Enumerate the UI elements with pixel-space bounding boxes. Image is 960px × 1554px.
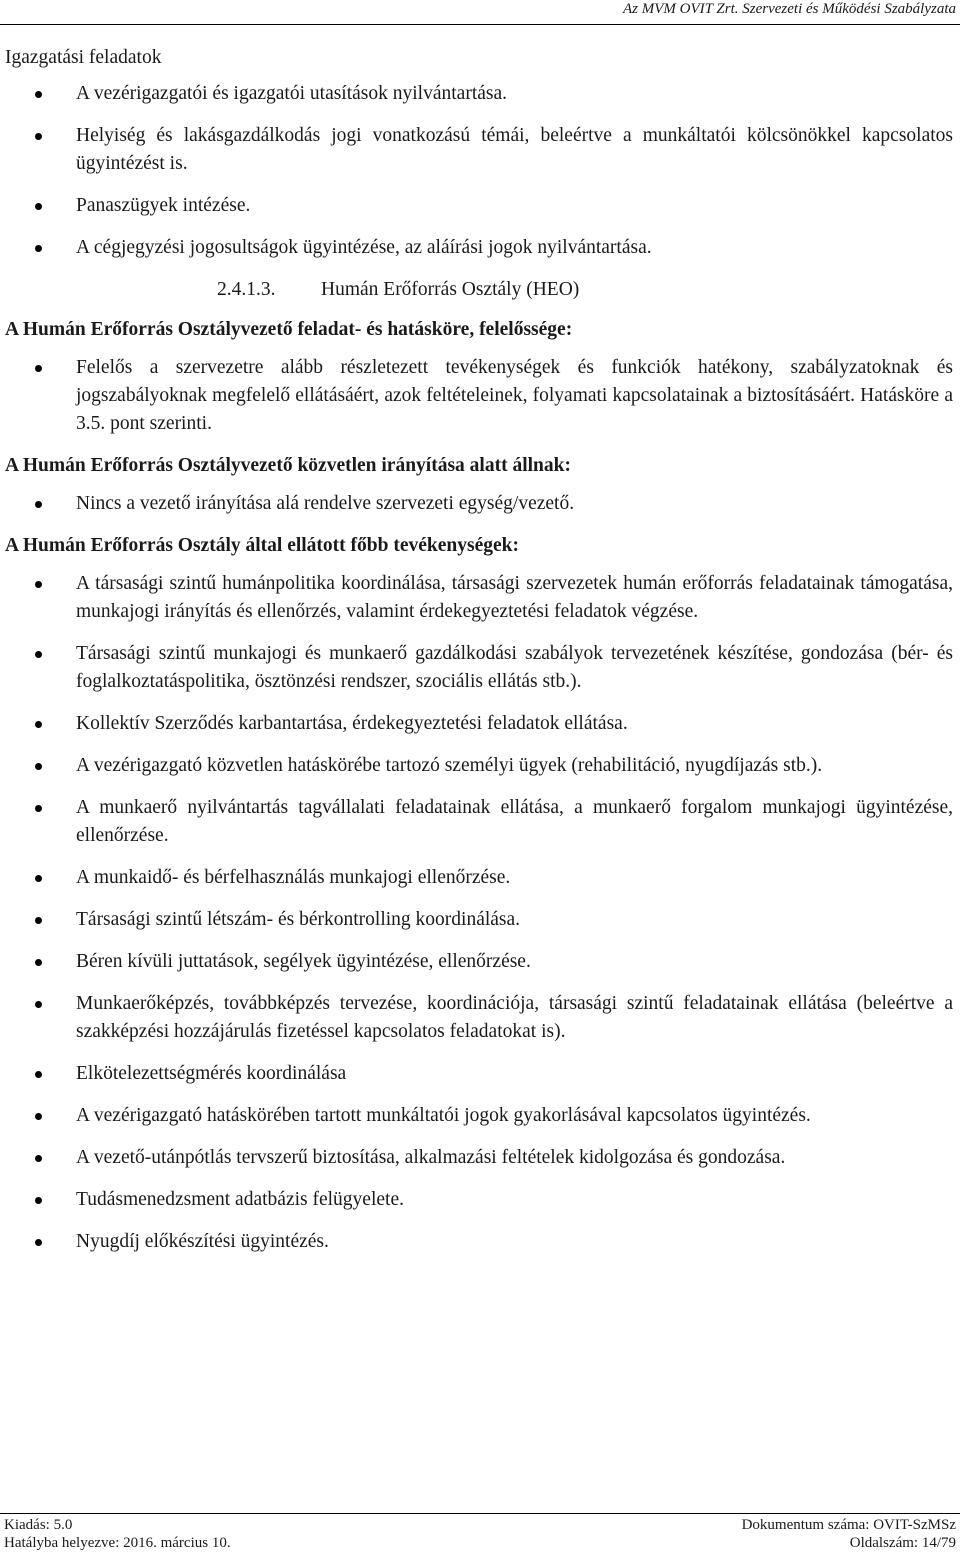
activities-heading: A Humán Erőforrás Osztály által ellátott főbb tevékenységek:: [5, 535, 519, 556]
bullet-icon: [35, 959, 42, 966]
list-item: Panaszügyek intézése.: [5, 192, 953, 220]
bullet-icon: [35, 875, 42, 882]
list-item: A társasági szintű humánpolitika koordinálása, társasági szervezetek humán erőforrás feladatainak támogatása, munkajogi irányítás és ellenőrzés, valamint érdekegyeztetési feladatok végzése.: [5, 570, 953, 626]
edition-label: Kiadás: 5.0: [4, 1517, 73, 1533]
page-header: [0, 0, 960, 25]
list-item: Kollektív Szerződés karbantartása, érdekegyeztetési feladatok ellátása.: [5, 710, 953, 738]
bullet-icon: [35, 203, 42, 210]
responsibility-list: [5, 354, 953, 438]
bullet-icon: [35, 133, 42, 140]
list-item: Nincs a vezető irányítása alá rendelve szervezeti egység/vezető.: [5, 490, 953, 518]
bullet-icon: [35, 245, 42, 252]
list-item: Munkaerőképzés, továbbképzés tervezése, koordinációja, társasági szintű feladatainak ellátása (beleértve a szakképzési hozzájárulás fizetéssel kapcsolatos feladatokat is).: [5, 990, 953, 1046]
page-footer: [0, 1513, 960, 1554]
list-item: A munkaidő- és bérfelhasználás munkajogi ellenőrzése.: [5, 864, 953, 892]
bullet-icon: [35, 581, 42, 588]
bullet-icon: [35, 763, 42, 770]
bullet-icon: [35, 1197, 42, 1204]
bullet-icon: [35, 651, 42, 658]
intro-title: Igazgatási feladatok: [5, 47, 162, 68]
list-item: Tudásmenedzsment adatbázis felügyelete.: [5, 1186, 953, 1214]
direct-control-list: [5, 490, 953, 518]
section-title: [217, 276, 953, 304]
list-item: Társasági szintű munkajogi és munkaerő gazdálkodási szabályok tervezetének készítése, gondozása (bér- és foglalkoztatáspolitika, ösztönzési rendszer, szociális ellátás stb.).: [5, 640, 953, 696]
bullet-icon: [35, 501, 42, 508]
bullet-icon: [35, 1071, 42, 1078]
header-title: Az MVM OVIT Zrt. Szervezeti és Működési Szabályzata: [622, 1, 956, 17]
list-item: A vezető-utánpótlás tervszerű biztosítása, alkalmazási feltételek kidolgozása és gondozása.: [5, 1144, 953, 1172]
bullet-icon: [35, 1155, 42, 1162]
bullet-icon: [35, 721, 42, 728]
page-number: Oldalszám: 14/79: [849, 1535, 956, 1551]
list-item: Társasági szintű létszám- és bérkontrolling koordinálása.: [5, 906, 953, 934]
bullet-icon: [35, 917, 42, 924]
list-item: Elkötelezettségmérés koordinálása: [5, 1060, 953, 1088]
list-item: A vezérigazgató hatáskörében tartott munkáltatói jogok gyakorlásával kapcsolatos ügyintézés.: [5, 1102, 953, 1130]
section-name: Humán Erőforrás Osztály (HEO): [321, 279, 580, 300]
document-body: [5, 44, 953, 1270]
bullet-icon: [35, 365, 42, 372]
bullet-icon: [35, 1113, 42, 1120]
bullet-icon: [35, 1001, 42, 1008]
list-item: A vezérigazgató közvetlen hatáskörébe tartozó személyi ügyek (rehabilitáció, nyugdíjazás stb.).: [5, 752, 953, 780]
intro-section: [5, 44, 953, 262]
activities-list: [5, 570, 953, 1256]
list-item: A munkaerő nyilvántartás tagvállalati feladatainak ellátása, a munkaerő forgalom munkajogi ügyintézése, ellenőrzése.: [5, 794, 953, 850]
list-item: Helyiség és lakásgazdálkodás jogi vonatkozású témái, beleértve a munkáltatói kölcsönökkel kapcsolatos ügyintézést is.: [5, 122, 953, 178]
section-number: 2.4.1.3.: [217, 279, 276, 300]
list-item: A cégjegyzési jogosultságok ügyintézése, az aláírási jogok nyilvántartása.: [5, 234, 953, 262]
list-item: Felelős a szervezetre alább részletezett tevékenységek és funkciók hatékony, szabályzatoknak és jogszabályoknak megfelelő ellátásáért, azok feltételeinek, folyamati kapcsolatainak a biztosításáért. Hatásköre a 3.5. pont szerinti.: [5, 354, 953, 438]
list-item: Nyugdíj előkészítési ügyintézés.: [5, 1228, 953, 1256]
bullet-icon: [35, 1239, 42, 1246]
list-item: A vezérigazgatói és igazgatói utasítások nyilvántartása.: [5, 80, 953, 108]
list-item: Béren kívüli juttatások, segélyek ügyintézése, ellenőrzése.: [5, 948, 953, 976]
bullet-icon: [35, 91, 42, 98]
footer-row: [4, 1517, 956, 1535]
intro-list: [5, 80, 953, 262]
bullet-icon: [35, 805, 42, 812]
direct-control-heading: A Humán Erőforrás Osztályvezető közvetlen irányítása alatt állnak:: [5, 455, 571, 476]
responsibility-heading: A Humán Erőforrás Osztályvezető feladat- és hatásköre, felelőssége:: [5, 319, 573, 340]
document-number: Dokumentum száma: OVIT-SzMSz: [741, 1517, 956, 1533]
effective-date: Hatályba helyezve: 2016. március 10.: [4, 1535, 231, 1551]
footer-row: [4, 1535, 956, 1553]
